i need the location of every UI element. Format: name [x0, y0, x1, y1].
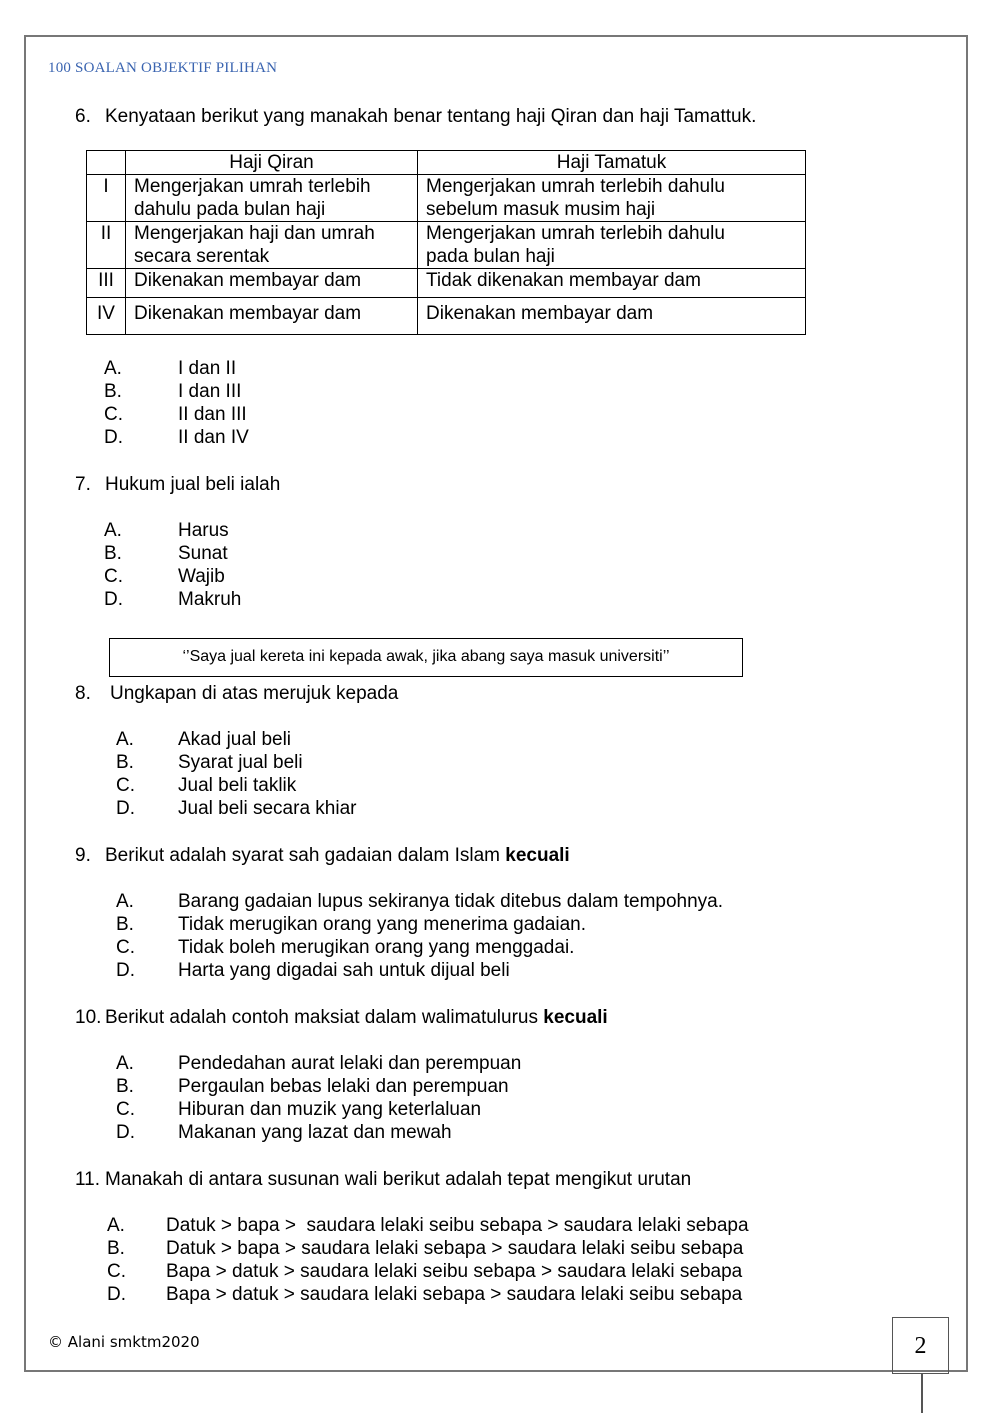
cell-line: Mengerjakan haji dan umrah: [134, 223, 375, 244]
table-cell: [126, 269, 418, 298]
question-7-options: [104, 519, 241, 611]
option-letter: D.: [107, 1284, 126, 1305]
answer-option[interactable]: [104, 588, 241, 611]
answer-option[interactable]: [116, 1121, 521, 1144]
emphasis-text: kecuali: [543, 1007, 608, 1028]
option-text: Hiburan dan muzik yang keterlaluan: [178, 1099, 482, 1120]
table-row: [87, 222, 806, 269]
option-text: II dan III: [178, 404, 247, 425]
table-cell: [126, 175, 418, 222]
option-text: Tidak merugikan orang yang menerima gadaian.: [178, 914, 587, 935]
answer-option[interactable]: [116, 913, 723, 936]
option-text: Sunat: [178, 543, 228, 564]
option-letter: A.: [116, 729, 134, 750]
option-letter: A.: [116, 891, 134, 912]
cell-line: dahulu pada bulan haji: [134, 199, 326, 220]
option-text: Barang gadaian lupus sekiranya tidak ditebus dalam tempohnya.: [178, 891, 724, 912]
comparison-table: [86, 150, 806, 335]
table-cell: [418, 175, 806, 222]
cell-line: Mengerjakan umrah terlebih: [134, 176, 371, 197]
question-7: [75, 473, 280, 496]
answer-option[interactable]: [116, 1052, 521, 1075]
question-text: Hukum jual beli ialah: [105, 474, 281, 495]
question-text: Berikut adalah contoh maksiat dalam walimatulurus: [105, 1007, 544, 1028]
option-text: Makruh: [178, 589, 242, 610]
option-text: Syarat jual beli: [178, 752, 303, 773]
option-letter: B.: [116, 914, 134, 935]
answer-option[interactable]: [116, 751, 356, 774]
table-header-row: [87, 151, 806, 175]
answer-option[interactable]: [116, 959, 723, 982]
table-row: [87, 298, 806, 335]
option-letter: D.: [116, 960, 135, 981]
page-number-divider: [921, 1374, 923, 1413]
option-text: Jual beli secara khiar: [178, 798, 357, 819]
option-text: Pendedahan aurat lelaki dan perempuan: [178, 1053, 522, 1074]
option-letter: B.: [104, 543, 122, 564]
answer-option[interactable]: [107, 1214, 749, 1237]
answer-option[interactable]: [116, 1098, 521, 1121]
answer-option[interactable]: [104, 426, 249, 449]
option-text: II dan IV: [178, 427, 249, 448]
option-letter: A.: [104, 520, 122, 541]
question-text: Berikut adalah syarat sah gadaian dalam Islam: [105, 845, 506, 866]
question-9-options: [116, 890, 723, 982]
option-letter: D.: [116, 798, 135, 819]
option-text: Datuk > bapa > saudara lelaki sebapa > saudara lelaki seibu sebapa: [166, 1238, 744, 1259]
option-text: I dan II: [178, 358, 237, 379]
option-letter: A.: [116, 1053, 134, 1074]
page-number: 2: [892, 1317, 949, 1374]
cell-line: Mengerjakan umrah terlebih dahulu: [426, 176, 725, 197]
option-text: Pergaulan bebas lelaki dan perempuan: [178, 1076, 509, 1097]
question-11: [75, 1168, 691, 1191]
table-cell: [418, 269, 806, 298]
cell-line: Dikenakan membayar dam: [426, 303, 654, 324]
option-letter: D.: [104, 427, 123, 448]
option-letter: C.: [104, 566, 123, 587]
emphasis-text: kecuali: [505, 845, 570, 866]
quote-box: ‘’Saya jual kereta ini kepada awak, jika abang saya masuk universiti’’: [109, 638, 743, 677]
cell-line: pada bulan haji: [426, 246, 555, 267]
question-number: 7.: [75, 474, 91, 495]
table-cell: [126, 222, 418, 269]
cell-line: sebelum masuk musim haji: [426, 199, 656, 220]
option-text: Makanan yang lazat dan mewah: [178, 1122, 452, 1143]
option-text: Harta yang digadai sah untuk dijual beli: [178, 960, 510, 981]
cell-line: Mengerjakan umrah terlebih dahulu: [426, 223, 725, 244]
question-number: 6.: [75, 106, 91, 127]
answer-option[interactable]: [107, 1260, 749, 1283]
row-numeral: II: [87, 222, 126, 269]
question-8-options: [116, 728, 356, 820]
option-letter: B.: [107, 1238, 125, 1259]
document-header: 100 SOALAN OBJEKTIF PILIHAN: [48, 60, 278, 76]
option-letter: D.: [116, 1122, 135, 1143]
option-letter: B.: [116, 752, 134, 773]
table-row: [87, 175, 806, 222]
option-letter: C.: [116, 775, 135, 796]
table-cell: [126, 298, 418, 335]
question-10: [75, 1006, 608, 1029]
option-text: Tidak boleh merugikan orang yang menggadai.: [178, 937, 575, 958]
option-text: Jual beli taklik: [178, 775, 297, 796]
answer-option[interactable]: [104, 380, 249, 403]
table-cell: [418, 298, 806, 335]
option-letter: A.: [104, 358, 122, 379]
option-letter: C.: [116, 1099, 135, 1120]
answer-option[interactable]: [116, 890, 723, 913]
question-number: 8.: [75, 683, 91, 704]
row-numeral: I: [87, 175, 126, 222]
question-8: [75, 682, 398, 705]
cell-line: Dikenakan membayar dam: [134, 303, 362, 324]
option-letter: C.: [116, 937, 135, 958]
option-text: Datuk > bapa > saudara lelaki seibu sebapa > saudara lelaki sebapa: [166, 1215, 749, 1236]
question-number: 9.: [75, 845, 91, 866]
answer-option[interactable]: [104, 519, 241, 542]
option-letter: D.: [104, 589, 123, 610]
question-6: [75, 105, 756, 128]
answer-option[interactable]: [104, 357, 249, 380]
question-number: 10.: [75, 1007, 102, 1028]
answer-option[interactable]: [107, 1283, 749, 1306]
option-text: Bapa > datuk > saudara lelaki seibu sebapa > saudara lelaki sebapa: [166, 1261, 743, 1282]
option-letter: B.: [104, 381, 122, 402]
answer-option[interactable]: [104, 403, 249, 426]
table-header-cell: Haji Tamatuk: [418, 151, 806, 175]
answer-option[interactable]: [116, 728, 356, 751]
question-text: Kenyataan berikut yang manakah benar tentang haji Qiran dan haji Tamattuk.: [105, 106, 757, 127]
option-letter: A.: [107, 1215, 125, 1236]
table-header-cell: Haji Qiran: [126, 151, 418, 175]
answer-option[interactable]: [104, 542, 241, 565]
copyright-footer: © Alani smktm2020: [48, 1333, 200, 1351]
cell-line: Dikenakan membayar dam: [134, 270, 362, 291]
row-numeral: IV: [87, 298, 126, 335]
table-row: [87, 269, 806, 298]
option-text: Bapa > datuk > saudara lelaki sebapa > saudara lelaki seibu sebapa: [166, 1284, 743, 1305]
option-text: Akad jual beli: [178, 729, 292, 750]
table-header-cell: [87, 151, 126, 175]
option-letter: C.: [104, 404, 123, 425]
cell-line: Tidak dikenakan membayar dam: [426, 270, 701, 291]
question-text: Manakah di antara susunan wali berikut adalah tepat mengikut urutan: [105, 1169, 692, 1190]
table-cell: [418, 222, 806, 269]
question-text: Ungkapan di atas merujuk kepada: [110, 683, 399, 704]
answer-option[interactable]: [107, 1237, 749, 1260]
question-11-options: [107, 1214, 749, 1306]
row-numeral: III: [87, 269, 126, 298]
answer-option[interactable]: [116, 797, 356, 820]
option-letter: B.: [116, 1076, 134, 1097]
option-letter: C.: [107, 1261, 126, 1282]
option-text: Harus: [178, 520, 229, 541]
question-9: [75, 844, 570, 867]
question-number: 11.: [75, 1169, 101, 1190]
question-6-options: [104, 357, 249, 449]
answer-option[interactable]: [116, 936, 723, 959]
answer-option[interactable]: [104, 565, 241, 588]
question-10-options: [116, 1052, 521, 1144]
answer-option[interactable]: [116, 774, 356, 797]
option-text: Wajib: [178, 566, 225, 587]
cell-line: secara serentak: [134, 246, 270, 267]
answer-option[interactable]: [116, 1075, 521, 1098]
option-text: I dan III: [178, 381, 242, 402]
